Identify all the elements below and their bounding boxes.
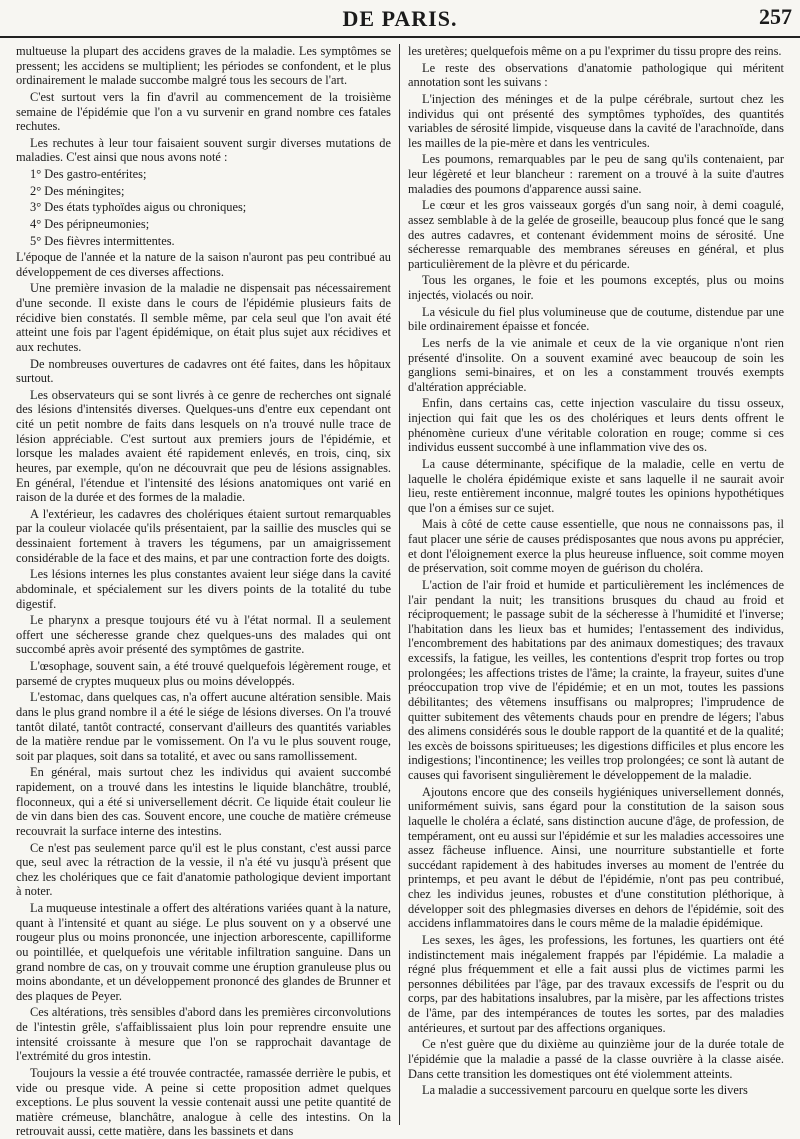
paragraph: L'estomac, dans quelques cas, n'a offert aucune altération sensible. Mais dans le plus grand nombre il a été le siége de lésions diverses. On l'a trouvé tantôt dilaté, tantôt contracté, conservant d'ailleurs des quantités variables de la matière rendue par le vomissement. On l'a vu le plus souvent rouge, soit par plaques, soit dans sa totalité, et avec ou sans ramollissement. (16, 690, 391, 763)
paragraph: De nombreuses ouvertures de cadavres ont été faites, dans les hôpitaux surtout. (16, 356, 391, 386)
paragraph: L'injection des méninges et de la pulpe cérébrale, surtout chez les individus qui ont présenté des symptômes typhoïdes, des quantités variables de sérosité limpide, visqueuse dans la cavité de l'arachnoïde, dans les mailles de la pie-mère et dans les ventricules. (408, 91, 784, 150)
paragraph: 4° Des péripneumonies; (30, 216, 150, 231)
paragraph: C'est surtout vers la fin d'avril au commencement de la troisième semaine de l'épidémie que l'on a vu survenir en grand nombre ces fatales rechutes. (16, 89, 391, 134)
page-header (0, 0, 800, 38)
paragraph: Ajoutons encore que des conseils hygiéniques universellement donnés, uniformément suivis, sans égard pour la constitution de la saison sous laquelle le choléra a éclaté, sans distinction aucune d'âge, de profession, de tempérament, ont eu aussi sur l'épidémie et sur les maladies accessoires une assez fâcheuse influence. Ainsi, une nourriture substantielle et forte succédant rapidement à des habitudes inverses au moment de l'entrée du printemps, et peu avant le début de l'épidémie, n'ont pas peu contribué, chez les individus jeunes, robustes et d'une constitution pléthorique, à développer soit des phlegmasies diverses en dehors de l'épidémie, soit des accidens inflammatoires dans le cours même de la maladie épidémique. (408, 784, 784, 931)
paragraph: L'action de l'air froid et humide et particulièrement les inclémences de l'air pendant la nuit; les transitions brusques du chaud au froid et réciproquement; le passage subit de la sécheresse à l'humidité et l'inverse; l'habitation dans les lieux bas et humides; l'entassement des individus, l'encombrement des habitations par des animaux domestiques; des travaux excessifs, la fatigue, les veilles, les contentions d'esprit trop fortes ou trop prolongées; les affections tristes de l'âme; la crainte, la frayeur, suites d'une préoccupation trop vive de l'épidémie; et en un mot, toutes les passions débilitantes; des vêtemens insuffisans ou malpropres; l'imprudence de quitter subitement des vêtements chauds pour en prendre de légers; l'abus des alimens considérés sous le double rapport de la quantité et de la qualité; les excès de boissons spiritueuses; les digestions difficiles et plus encore les indigestions; l'incontinence; les veilles trop prolongées; ce sont là autant de causes qui favorisent singulièrement le développement de la maladie. (408, 577, 784, 782)
paragraph: La cause déterminante, spécifique de la maladie, celle en vertu de laquelle le choléra épidémique existe et sans laquelle il ne saurait avoir lieu, reste entièrement inconnue, malgré toutes les opinions hypothétiques que l'on a émises sur ce sujet. (408, 456, 784, 515)
text-columns (8, 44, 792, 1139)
paragraph: Le cœur et les gros vaisseaux gorgés d'un sang noir, à demi coagulé, assez semblable à de la gelée de groseille, beaucoup plus foncé que le sang des autres cadavres, et contenant évidemment moins de sérosité. Une sécheresse remarquable des membranes séreuses en général, et plus particulièrement de la plèvre et du péricarde. (408, 198, 784, 271)
paragraph: 2° Des méningites; (30, 183, 125, 198)
running-title: DE PARIS. (342, 6, 458, 31)
paragraph: En général, mais surtout chez les individus qui avaient succombé rapidement, on a trouvé dans les intestins le liquide blanchâtre, troublé, floconneux, qui a été si universellement décrit. Ce liquide était couleur lie de vin dans bien des cas. Souvent encore, une couche de matière crémeuse recouvrait la surface interne des intestins. (16, 765, 391, 838)
paragraph: Toujours la vessie a été trouvée contractée, ramassée derrière le pubis, et vide ou presque vide. A peine si cette proposition admet quelques exceptions. Le plus souvent la vessie contenait aussi une petite quantité de matière crémeuse, blanchâtre, analogue à celle des intestins. On la retrouvait aussi, cette matière, dans les bassinets et dans (16, 1065, 391, 1139)
paragraph: les uretères; quelquefois même on a pu l'exprimer du tissu propre des reins. (408, 44, 782, 58)
paragraph: Tous les organes, le foie et les poumons exceptés, plus ou moins injectés, violacés ou noir. (408, 273, 784, 302)
paragraph: Le reste des observations d'anatomie pathologique qui méritent annotation sont les suivans : (408, 60, 784, 90)
paragraph: Les nerfs de la vie animale et ceux de la vie organique n'ont rien présenté d'insolite. On a souvent examiné avec beaucoup de soin les ganglions semi-binaires, et on les a constamment trouvés exempts d'altération appréciable. (408, 335, 784, 394)
paragraph: 3° Des états typhoïdes aigus ou chroniques; (30, 200, 247, 215)
paragraph: L'époque de l'année et la nature de la saison n'auront pas peu contribué au développement de ces diverses affections. (16, 250, 391, 279)
paragraph: Ces altérations, très sensibles d'abord dans les premières circonvolutions de l'intestin grêle, s'affaiblissaient plus loin pour reprendre ensuite une intensité croissante à mesure que l'on se rapprochait davantage de l'extrémité du gros intestin. (16, 1005, 391, 1064)
paragraph: Une première invasion de la maladie ne dispensait pas nécessairement d'une seconde. Il existe dans le cours de l'épidémie plusieurs faits de récidive bien constatés. Il semble même, par cela seul que l'on avait été atteint une fois par l'agent épidémique, on était plus sujet aux récidives et aux rechutes. (16, 281, 391, 354)
paragraph: Les sexes, les âges, les professions, les fortunes, les quartiers ont été indistinctement mais inégalement frappés par l'épidémie. La maladie a régné plus fréquemment et elle a fait aussi plus de victimes parmi les personnes débilitées par l'âge, par des travaux excessifs de l'esprit ou du corps, par des habitations insalubres, par la misère, par les affections tristes de l'âme, par des intempérances de toutes les sortes, par des maladies antérieures, et surtout par des affections organiques. (408, 932, 784, 1035)
paragraph: multueuse la plupart des accidens graves de la maladie. Les symptômes se pressent; les accidens se multiplient; les périodes se confondent, et le plus ordinairement le malade succombe malgré tous les secours de l'art. (16, 44, 391, 88)
paragraph: Les rechutes à leur tour faisaient souvent surgir diverses mutations de maladies. C'est ainsi que nous avons noté : (16, 135, 391, 165)
paragraph: 5° Des fièvres intermittentes. (30, 233, 175, 248)
paragraph: Mais à côté de cette cause essentielle, que nous ne connaissons pas, il faut placer une série de causes prédisposantes que nous avons pu apprécier, et dont l'éloignement exerce la plus heureuse influence, soit comme moyen de préservation, soit comme moyen de guérison du choléra. (408, 517, 784, 576)
paragraph: Les poumons, remarquables par le peu de sang qu'ils contenaient, par leur légèreté et leur blancheur : rarement on a trouvé à la suite d'autres maladies des poumons d'apparence aussi saine. (408, 152, 784, 196)
paragraph: Enfin, dans certains cas, cette injection vasculaire du tissu osseux, injection qui fait que les os des cholériques et leurs dents offrent le phénomène curieux d'une véritable coloration en rouge; comme si ces individus eussent succombé à une inflammation vive des os. (408, 396, 784, 455)
paragraph: Les observateurs qui se sont livrés à ce genre de recherches ont signalé des lésions d'intensités diverses. Quelques-uns d'entre eux cependant ont cité un petit nombre de faits dans lesquels on n'a trouvé nulle trace de lésion appréciable. C'est surtout aux premiers jours de l'épidémie, et lorsque les malades avaient été rapidement enlevés, en trois, cinq, six heures, par exemple, qu'on ne découvrait que peu de lésions assignables. En général, l'étendue et l'intensité des lésions anatomiques ont varié en raison de la durée et des formes de la maladie. (16, 387, 391, 505)
paragraph: A l'extérieur, les cadavres des cholériques étaient surtout remarquables par la couleur violacée qu'ils présentaient, par la saillie des muscles qui se dessinaient fortement à travers les tégumens, par un amaigrissement considérable de la face et des mains, et par une contraction forte des doigts. (16, 506, 391, 565)
paragraph: Le pharynx a presque toujours été vu à l'état normal. Il a seulement offert une sécheresse grande chez quelques-uns des malades qui ont succombé après avoir présenté des symptômes de gastrite. (16, 613, 391, 657)
paragraph: Ce n'est pas seulement parce qu'il est le plus constant, c'est aussi parce que, seul avec la rétraction de la vessie, il n'a été vu jusqu'à présent que chez les cholériques que ce fait d'anatomie pathologique devient important à noter. (16, 840, 391, 899)
paragraph: Les lésions internes les plus constantes avaient leur siége dans la cavité abdominale, et spécialement sur les divers points de la totalité du tube digestif. (16, 567, 391, 611)
paragraph: La muqueuse intestinale a offert des altérations variées quant à la nature, quant à l'intensité et quant au siége. Le plus souvent on y a observé une rougeur plus ou moins prononcée, une injection arborescente, capilliforme ou pointillée, et quelquefois une véritable infiltration sanguine. Dans un grand nombre de cas, on y trouvait comme une éruption granuleuse plus ou moins abondante, et un développement prononcé des glandes de Brunner et des plaques de Peyer. (16, 901, 391, 1003)
paragraph: Ce n'est guère que du dixième au quinzième jour de la durée totale de l'épidémie que la maladie a passé de la classe ouvrière à la classe aisée. Dans cette transition les domestiques ont été violemment atteints. (408, 1037, 784, 1081)
paragraph: La vésicule du fiel plus volumineuse que de coutume, distendue par une bile ordinairement épaisse et foncée. (408, 304, 784, 334)
left-column (8, 44, 400, 1139)
right-column (400, 44, 792, 1125)
page-number: 257 (759, 4, 792, 29)
paragraph: L'œsophage, souvent sain, a été trouvé quelquefois légèrement rouge, et parsemé de cryptes muqueux plus ou moins développés. (16, 659, 391, 688)
paragraph: 1° Des gastro-entérites; (30, 167, 147, 181)
paragraph: La maladie a successivement parcouru en quelque sorte les divers (422, 1083, 748, 1098)
